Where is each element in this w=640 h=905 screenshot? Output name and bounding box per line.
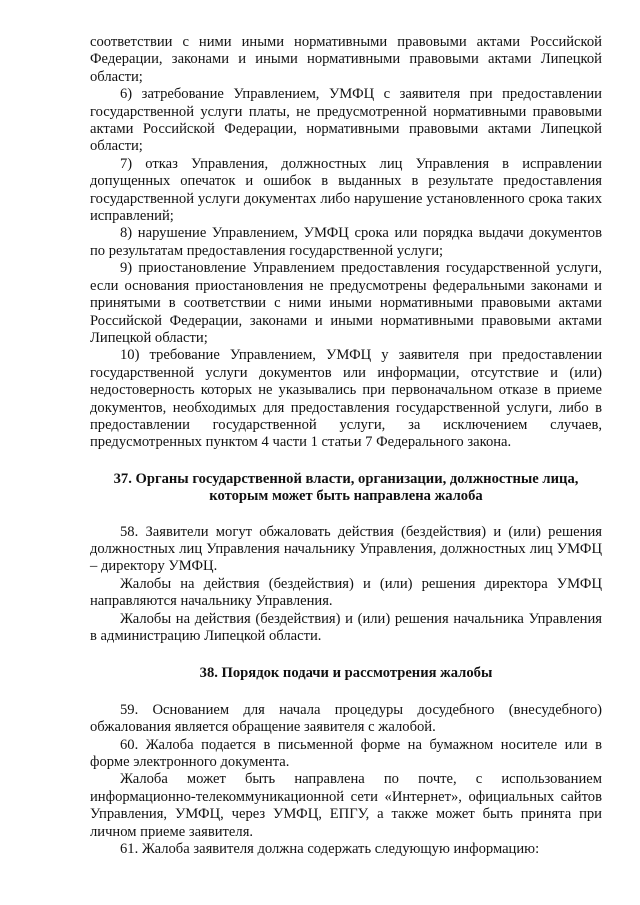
section-38-heading: 38. Порядок подачи и рассмотрения жалобы (199, 665, 493, 682)
paragraph-58: 58. Заявители могут обжаловать действия (бездействия) и (или) решения должностных лиц Управления начальнику Управления, должностных лиц УМФЦ – директору УМФЦ. (90, 523, 602, 575)
paragraph-complaints-director: Жалобы на действия (бездействия) и (или) решения директора УМФЦ направляются начальнику Управления. (90, 575, 602, 610)
paragraph-complaints-head: Жалобы на действия (бездействия) и (или) решения начальника Управления в администрацию Липецкой области. (90, 610, 602, 644)
list-item-10: 10) требование Управлением, УМФЦ у заявителя при предоставлении государственной услуги документов или информации, отсутствие и (или) недостоверность которых не указывались при первоначальном отказе в приеме документов, необходимых для предоставления государственной услуги, либо в предоставлении государственной услуги, за исключением случаев, предусмотренных пунктом 4 части 1 статьи 7 Федерального закона. (90, 347, 602, 451)
paragraph-61: 61. Жалоба заявителя должна содержать следующую информацию: (120, 841, 540, 858)
list-item-7: 7) отказ Управления, должностных лиц Управления в исправлении допущенных опечаток и ошибок в выданных в результате предоставления государственной услуги документах либо нарушение установленного срока таких исправлений; (90, 155, 602, 225)
paragraph-60: 60. Жалоба подается в письменной форме на бумажном носителе или в форме электронного документа. (90, 736, 602, 771)
paragraph-59: 59. Основанием для начала процедуры досудебного (внесудебного) обжалования является обращение заявителя с жалобой. (90, 701, 602, 736)
list-item-6: 6) затребование Управлением, УМФЦ с заявителя при предоставлении государственной услуги платы, не предусмотренной нормативными правовыми актами Российской Федерации, нормативными правовыми актами Липецкой области; (90, 86, 602, 155)
list-item-9: 9) приостановление Управлением предоставления государственной услуги, если основания приостановления не предусмотрены федеральными законами и принятыми в соответствии с ними иными нормативными правовыми актами Российской Федерации, законами и иными нормативными правовыми актами Липецкой области; (90, 260, 602, 346)
section-37-heading: 37. Органы государственной власти, организации, должностные лица, которым может быть направлена жалоба (113, 470, 579, 505)
list-item-8: 8) нарушение Управлением, УМФЦ срока или порядка выдачи документов по результатам предоставления государственной услуги; (90, 225, 602, 259)
paragraph-complaint-channels: Жалоба может быть направлена по почте, с использованием информационно-телекоммуникационной сети «Интернет», официальных сайтов Управления, УМФЦ, через УМФЦ, ЕПГУ, а также может быть принята при личном приеме заявителя. (90, 771, 602, 840)
paragraph-continuation: соответствии с ними иными нормативными правовыми актами Российской Федерации, законами и иными нормативными правовыми актами Липецкой области; (90, 34, 602, 85)
